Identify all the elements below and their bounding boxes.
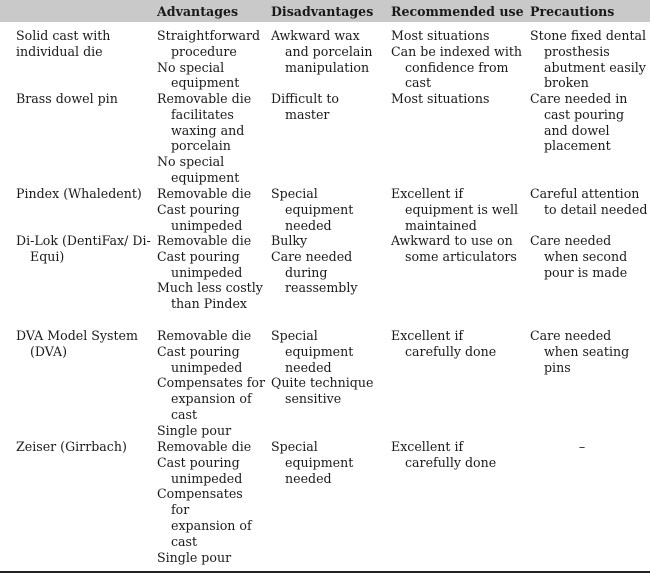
- recommended-item: Awkward to use on some articulators: [391, 233, 517, 264]
- advantages-cell: [157, 186, 265, 233]
- advantage-item: Single pour: [157, 549, 232, 565]
- disadvantage-item: Special equipment needed: [271, 186, 354, 233]
- advantage-item: Compensates for expansion of cast: [157, 375, 266, 422]
- disadvantage-item: Care needed during reassembly: [271, 248, 358, 296]
- row-label: [16, 91, 152, 107]
- header-disadvantages: Disadvantages: [271, 4, 374, 19]
- disadvantages-cell: [271, 328, 381, 407]
- precaution-item: Care needed when second pour is made: [530, 233, 628, 280]
- precautions-cell: [530, 439, 634, 455]
- system-name: Brass dowel pin: [16, 91, 118, 106]
- precaution-item: Careful attention to detail needed: [530, 186, 648, 217]
- recommended-cell: [391, 91, 523, 107]
- precautions-cell: [530, 91, 648, 154]
- recommended-item: Excellent if carefully done: [391, 328, 497, 359]
- bottom-rule: [0, 571, 650, 573]
- advantage-item: Removable die: [157, 233, 252, 248]
- row-label: [16, 233, 152, 265]
- recommended-item: Excellent if carefully done: [391, 439, 497, 470]
- disadvantage-item: Bulky: [271, 233, 308, 248]
- disadvantages-cell: [271, 233, 381, 296]
- recommended-cell: [391, 186, 523, 233]
- disadvantage-item: Awkward wax and porcelain manipulation: [271, 28, 373, 75]
- advantage-item: Cast pouring unimpeded: [157, 343, 243, 375]
- recommended-cell: [391, 28, 523, 91]
- disadvantage-item: Special equipment needed: [271, 439, 354, 486]
- advantage-item: Single pour: [157, 422, 232, 438]
- advantages-cell: [157, 439, 257, 565]
- precaution-item: –: [578, 439, 586, 454]
- system-name: Di-Lok (DentiFax/ Di-Equi): [16, 233, 151, 264]
- advantages-cell: [157, 28, 265, 91]
- header-precautions: Precautions: [530, 4, 615, 19]
- disadvantage-item: Quite technique sensitive: [271, 375, 374, 407]
- row-label: [16, 28, 152, 60]
- header-recommended-use: Recommended use: [391, 4, 524, 19]
- advantage-item: Cast pouring unimpeded: [157, 201, 243, 233]
- recommended-cell: [391, 439, 523, 471]
- disadvantages-cell: [271, 439, 381, 486]
- recommended-item: Most situations: [391, 91, 490, 106]
- precautions-cell: [530, 233, 648, 280]
- row-label: [16, 186, 152, 202]
- system-name: Zeiser (Girrbach): [16, 439, 127, 454]
- advantage-item: Removable die facilitates waxing and porcelain: [157, 91, 252, 154]
- header-advantages: Advantages: [157, 4, 239, 19]
- precautions-cell: [530, 186, 648, 218]
- advantages-cell: [157, 233, 265, 312]
- disadvantages-cell: [271, 91, 381, 123]
- system-name: DVA Model System (DVA): [16, 328, 138, 359]
- advantage-item: No special equipment: [157, 59, 240, 91]
- advantage-item: Cast pouring unimpeded: [157, 454, 243, 486]
- recommended-cell: [391, 328, 523, 360]
- precautions-cell: [530, 28, 648, 91]
- system-name: Pindex (Whaledent): [16, 186, 142, 201]
- advantage-item: No special equipment: [157, 154, 240, 185]
- precautions-cell: [530, 328, 648, 375]
- disadvantage-item: Special equipment needed: [271, 328, 354, 375]
- row-label: [16, 328, 152, 360]
- advantage-item: Cast pouring unimpeded: [157, 248, 243, 280]
- disadvantages-cell: [271, 28, 381, 75]
- advantage-item: Straightforward procedure: [157, 28, 261, 59]
- recommended-cell: [391, 233, 523, 265]
- disadvantage-item: Difficult to master: [271, 91, 339, 122]
- precaution-item: Stone fixed dental prosthesis abutment easily broken: [530, 28, 647, 91]
- precaution-item: Care needed in cast pouring and dowel placement: [530, 91, 628, 154]
- precaution-item: Care needed when seating pins: [530, 328, 630, 375]
- advantage-item: Removable die: [157, 186, 252, 201]
- row-label: [16, 439, 152, 455]
- advantage-item: Compensates for expansion of cast: [157, 486, 252, 549]
- advantages-cell: [157, 328, 265, 439]
- system-name: Solid cast with individual die: [16, 28, 111, 59]
- advantage-item: Removable die: [157, 439, 252, 454]
- recommended-item: Most situations: [391, 28, 490, 43]
- recommended-item: Excellent if equipment is well maintained: [391, 186, 519, 233]
- advantage-item: Much less costly than Pindex: [157, 280, 263, 312]
- advantages-cell: [157, 91, 265, 186]
- recommended-item: Can be indexed with confidence from cast: [391, 43, 523, 91]
- disadvantages-cell: [271, 186, 381, 233]
- table-header-row: [0, 0, 650, 22]
- advantage-item: Removable die: [157, 328, 252, 343]
